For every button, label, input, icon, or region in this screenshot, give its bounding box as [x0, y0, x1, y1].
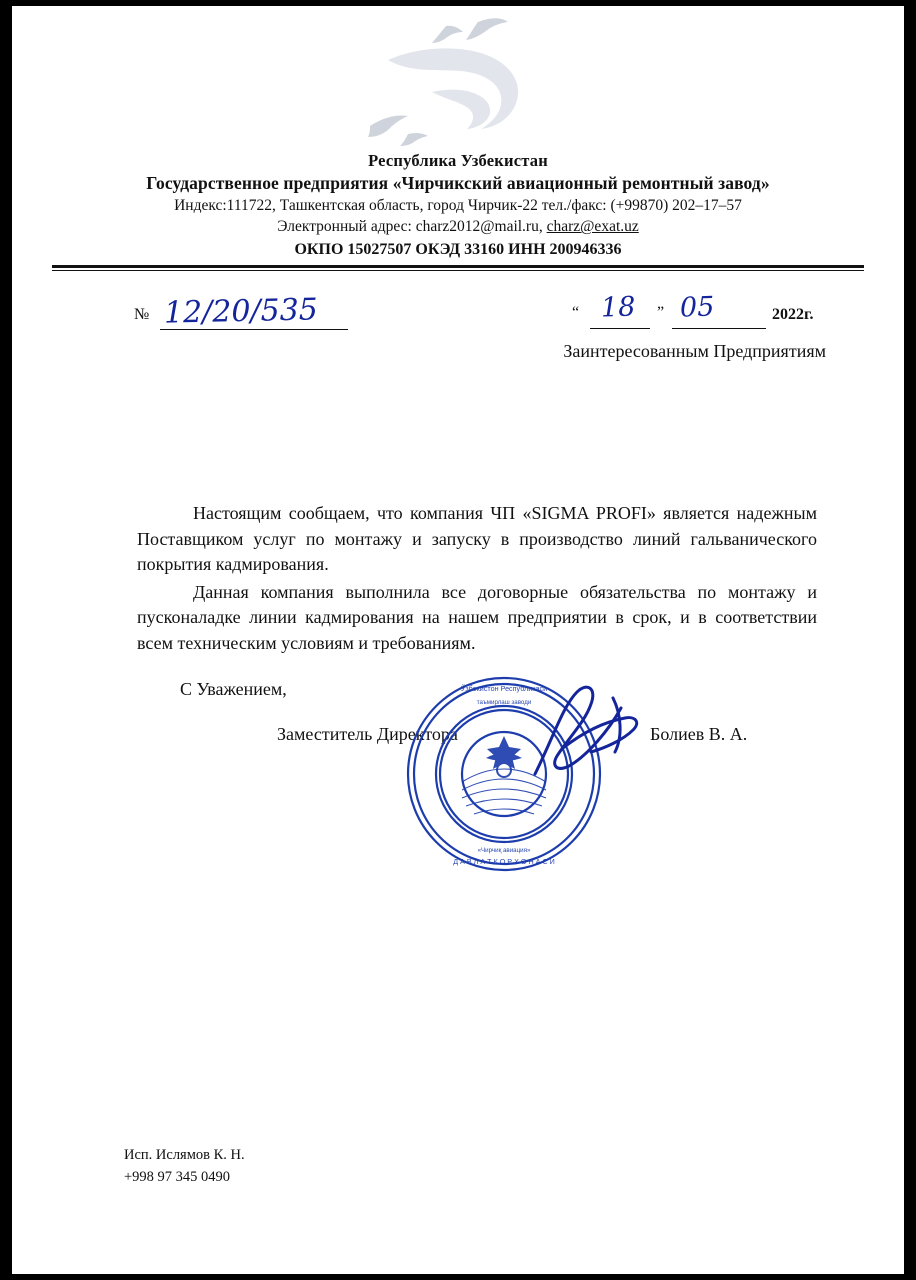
body-paragraph-1: Настоящим сообщаем, что компания ЧП «SIGMA PROFI» является надежным Поставщиком услуг по монтажу и запуску в производство линий гальванического покрытия кадмирования.	[137, 503, 817, 575]
letterhead-organization: Государственное предприятия «Чирчикский авиационный ремонтный завод»	[146, 173, 770, 194]
letterhead-codes: ОКПО 15027507 ОКЭД 33160 ИНН 200946336	[294, 241, 622, 259]
svg-text:таъмирлаш заводи: таъмирлаш заводи	[476, 699, 532, 706]
date-month-handwritten: 05	[679, 291, 715, 324]
number-label: №	[134, 306, 150, 323]
letterhead-address: Индекс:111722, Ташкентская область, город Чирчик-22 тел./факс: (+99870) 202–17–57	[174, 197, 742, 215]
date-quote-close: ”	[657, 304, 665, 321]
footer-phone: +998 97 345 0490	[124, 1169, 231, 1186]
letterhead-country: Республика Узбекистан	[368, 151, 548, 170]
letter-body	[137, 501, 817, 658]
document-meta-row	[12, 291, 904, 336]
body-paragraph-2: Данная компания выполнила все договорные обязательства по монтажу и пусконаладке линии кадмирования на нашем предприятии в срок, и в соответствии всем техническим условиям и требованиям.	[137, 581, 817, 653]
date-month-underline	[672, 328, 766, 329]
email-secondary[interactable]: charz@exat.uz	[546, 218, 639, 236]
header-divider-thin	[52, 270, 864, 271]
email-label: Электронный адрес:	[277, 218, 416, 236]
letterhead	[12, 6, 904, 271]
date-year: 2022г.	[772, 306, 814, 323]
svg-text:Д А В Л А Т К О Р Х О Н А С: Д А В Л А Т К О Р Х О Н А С И	[453, 857, 555, 866]
footer-executor-block	[124, 1144, 245, 1189]
letterhead-email-line	[12, 218, 904, 237]
logo-container	[12, 6, 904, 151]
document-page	[12, 6, 904, 1274]
date-day-underline	[590, 328, 650, 329]
date-day-handwritten: 18	[600, 291, 636, 324]
header-divider-thick	[52, 265, 864, 268]
signature-name: Болиев В. А.	[650, 724, 748, 744]
number-underline	[160, 329, 348, 330]
handwritten-signature-icon	[517, 678, 657, 798]
swallow-bird-logo-icon	[328, 14, 588, 154]
date-quote-open: “	[572, 304, 580, 321]
svg-text:«Чирчиқ авиация»: «Чирчиқ авиация»	[477, 847, 531, 854]
signature-title: Заместитель Директора	[277, 724, 458, 744]
svg-text:Ўзбекистон Республикаси: Ўзбекистон Республикаси	[460, 684, 548, 693]
email-primary: charz2012@mail.ru,	[415, 218, 547, 236]
footer-executor-name: Исп. Ислямов К. Н.	[124, 1147, 245, 1163]
round-official-stamp-icon	[404, 674, 604, 874]
signature-regards: С Уважением,	[180, 679, 287, 699]
number-value-handwritten: 12/20/535	[163, 292, 319, 331]
addressee: Заинтересованным Предприятиям	[563, 341, 826, 361]
